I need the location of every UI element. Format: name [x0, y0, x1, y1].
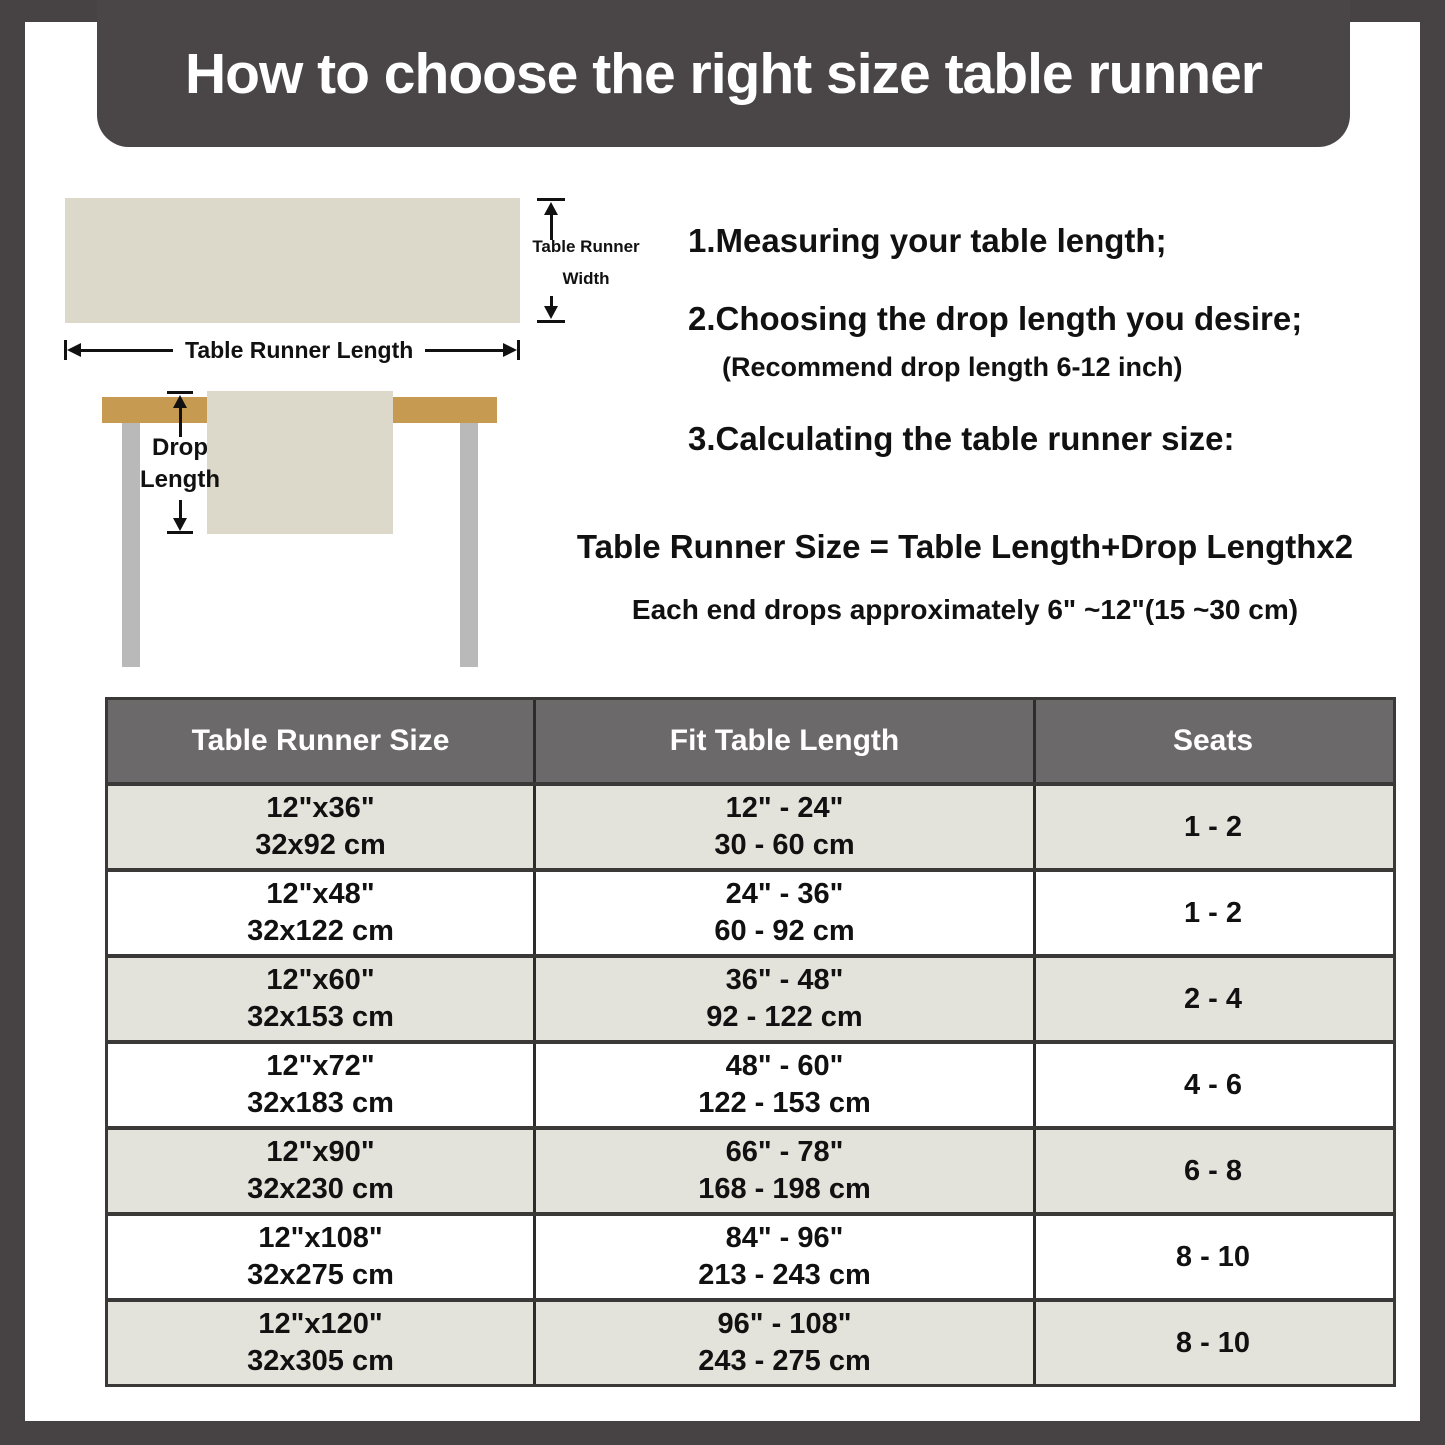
cell-runner-size: [108, 1130, 533, 1212]
fit-length-cm: 213 - 243 cm: [698, 1259, 871, 1291]
table-row: [108, 868, 1393, 954]
cell-fit-length: [533, 1216, 1033, 1298]
page-title: How to choose the right size table runner: [185, 41, 1262, 106]
fit-length-inches: 12" - 24": [725, 792, 844, 824]
width-dim-shaft-top: [550, 212, 553, 240]
runner-size-cm: 32x183 cm: [247, 1087, 394, 1119]
seats-value: 1 - 2: [1183, 810, 1243, 843]
width-dim-bottom-bar: [537, 320, 565, 323]
fit-length-cm: 168 - 198 cm: [698, 1173, 871, 1205]
cell-runner-size: [108, 786, 533, 868]
runner-size-cm: 32x305 cm: [247, 1345, 394, 1377]
runner-size-cm: 32x122 cm: [247, 915, 394, 947]
table-row: [108, 1298, 1393, 1384]
drop-dim-bottom-bar: [167, 531, 193, 534]
cell-fit-length: [533, 1302, 1033, 1384]
runner-size-cm: 32x153 cm: [247, 1001, 394, 1033]
table-row: [108, 782, 1393, 868]
length-dimension: [64, 338, 520, 362]
length-dim-line-right: [425, 349, 503, 352]
frame-border-right: [1420, 0, 1445, 1445]
fit-length-cm: 243 - 275 cm: [698, 1345, 871, 1377]
drop-dim-arrow-down-icon: [173, 518, 187, 531]
table-leg-right: [460, 423, 478, 667]
frame-border-bottom: [0, 1421, 1445, 1445]
cell-seats: [1033, 1216, 1390, 1298]
step-2-note: (Recommend drop length 6-12 inch): [722, 352, 1183, 382]
runner-size-inches: 12"x120": [258, 1308, 383, 1340]
length-dim-right-bar: [517, 340, 520, 360]
cell-fit-length: [533, 786, 1033, 868]
width-label-line1: Table Runner: [532, 237, 640, 256]
runner-size-inches: 12"x60": [266, 964, 375, 996]
table-row: [108, 1212, 1393, 1298]
seats-value: 8 - 10: [1175, 1240, 1251, 1273]
frame-border-left: [0, 0, 25, 1445]
title-banner: [97, 0, 1350, 147]
step-2: 2.Choosing the drop length you desire;: [688, 300, 1303, 337]
seats-value: 2 - 4: [1183, 982, 1243, 1015]
fit-length-inches: 24" - 36": [725, 878, 844, 910]
size-table-body: [108, 782, 1393, 1384]
cell-seats: [1033, 872, 1390, 954]
cell-fit-length: [533, 1130, 1033, 1212]
fit-length-cm: 122 - 153 cm: [698, 1087, 871, 1119]
cell-seats: [1033, 1044, 1390, 1126]
seats-value: 8 - 10: [1175, 1326, 1251, 1359]
table-row: [108, 954, 1393, 1040]
length-dim-arrow-right-icon: [503, 343, 517, 357]
length-dim-line-left: [81, 349, 173, 352]
size-table-header-row: [108, 700, 1393, 782]
drop-dim-shaft-top: [179, 405, 182, 437]
runner-size-inches: 12"x36": [266, 792, 375, 824]
length-dim-arrow-left-icon: [67, 343, 81, 357]
fit-length-inches: 66" - 78": [725, 1136, 844, 1168]
cell-runner-size: [108, 1044, 533, 1126]
cell-runner-size: [108, 958, 533, 1040]
runner-size-cm: 32x92 cm: [255, 829, 386, 861]
runner-top-view: [65, 198, 520, 323]
cell-runner-size: [108, 1302, 533, 1384]
runner-size-inches: 12"x90": [266, 1136, 375, 1168]
runner-size-cm: 32x275 cm: [247, 1259, 394, 1291]
seats-value: 4 - 6: [1183, 1068, 1243, 1101]
size-table: [105, 697, 1396, 1387]
width-label-line2: Width: [562, 269, 610, 288]
cell-fit-length: [533, 958, 1033, 1040]
cell-seats: [1033, 786, 1390, 868]
table-row: [108, 1040, 1393, 1126]
seats-value: 6 - 8: [1183, 1154, 1243, 1187]
cell-seats: [1033, 958, 1390, 1040]
seats-value: 1 - 2: [1183, 896, 1243, 929]
runner-size-formula: Table Runner Size = Table Length+Drop Lengthx2: [576, 528, 1354, 565]
cell-seats: [1033, 1302, 1390, 1384]
fit-length-inches: 48" - 60": [725, 1050, 844, 1082]
fit-length-inches: 84" - 96": [725, 1222, 844, 1254]
drop-dim-top-bar: [167, 391, 193, 394]
step-3: 3.Calculating the table runner size:: [688, 420, 1235, 457]
cell-runner-size: [108, 1216, 533, 1298]
width-dim-arrow-down-icon: [544, 306, 558, 319]
fit-length-cm: 30 - 60 cm: [714, 829, 855, 861]
cell-runner-size: [108, 872, 533, 954]
drop-label-line2: Length: [140, 466, 220, 493]
fit-length-inches: 96" - 108": [717, 1308, 852, 1340]
drop-label-line1: Drop: [152, 434, 208, 461]
fit-length-inches: 36" - 48": [725, 964, 844, 996]
runner-size-inches: 12"x108": [258, 1222, 383, 1254]
header-fit-table-length: Fit Table Length: [533, 700, 1033, 782]
runner-side-view: [207, 391, 393, 534]
fit-length-cm: 60 - 92 cm: [714, 915, 855, 947]
cell-seats: [1033, 1130, 1390, 1212]
drop-range-note: Each end drops approximately 6" ~12"(15 ~30 cm): [631, 594, 1299, 625]
header-seats: Seats: [1033, 700, 1390, 782]
length-label: Table Runner Length: [185, 336, 414, 363]
runner-size-inches: 12"x72": [266, 1050, 375, 1082]
runner-size-cm: 32x230 cm: [247, 1173, 394, 1205]
cell-fit-length: [533, 872, 1033, 954]
fit-length-cm: 92 - 122 cm: [706, 1001, 863, 1033]
step-1: 1.Measuring your table length;: [688, 222, 1167, 259]
runner-size-inches: 12"x48": [266, 878, 375, 910]
header-runner-size: Table Runner Size: [191, 724, 450, 757]
cell-fit-length: [533, 1044, 1033, 1126]
width-dim-top-bar: [537, 198, 565, 201]
table-row: [108, 1126, 1393, 1212]
